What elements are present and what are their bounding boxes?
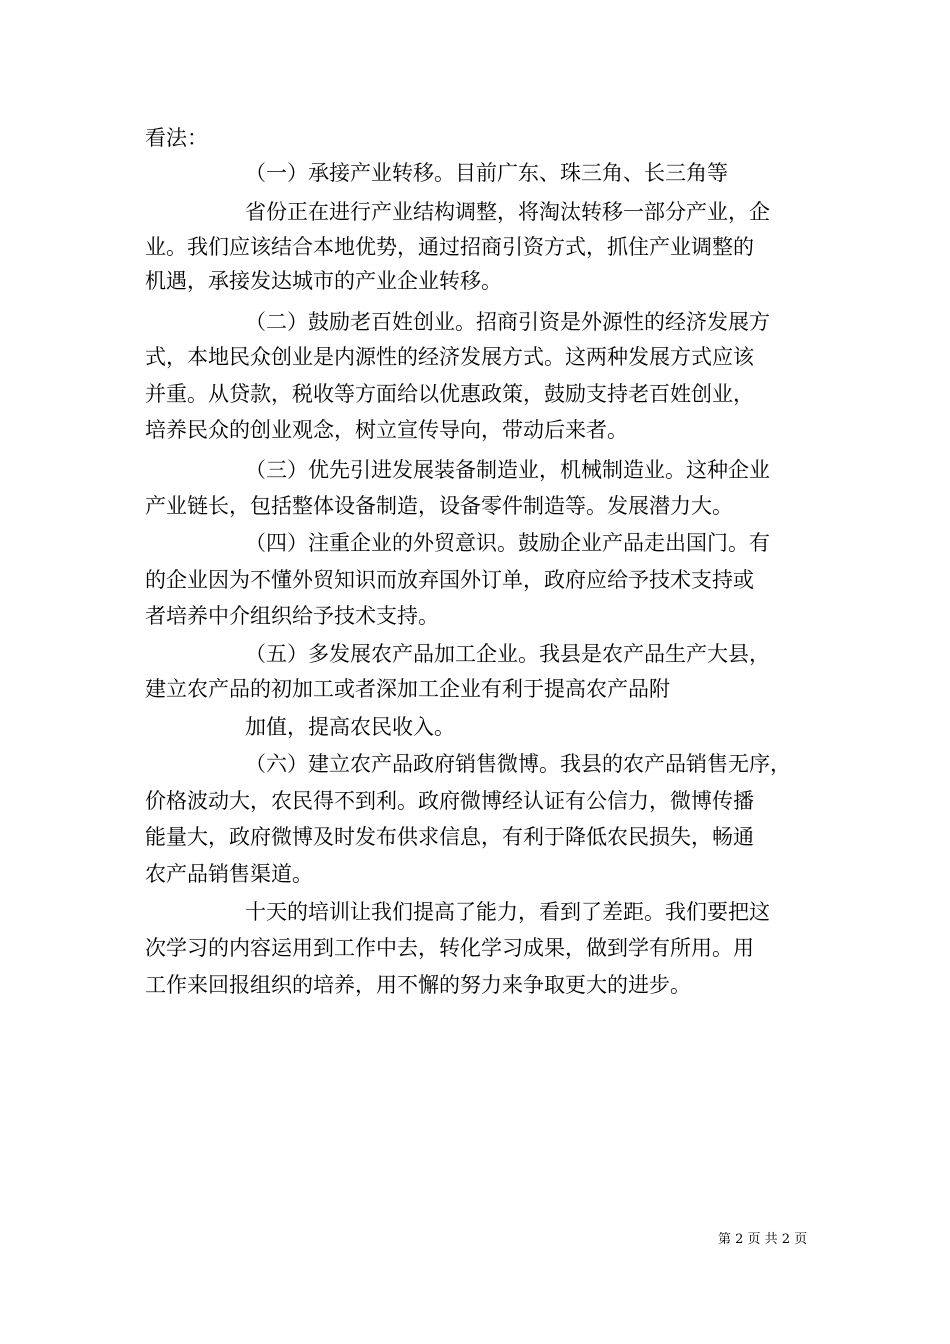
text-line: 建立农产品的初加工或者深加工企业有利于提高农产品附 [145,677,670,701]
text-line: （六）建立农产品政府销售微博。我县的农产品销售无序， [245,752,791,776]
text-line: 者培养中介组织给予技术支持。 [145,604,439,628]
text-line: 工作来回报组织的培养，用不懈的努力来争取更大的进步。 [145,973,691,997]
text-line: （一）承接产业转移。目前广东、珠三角、长三角等 [245,161,728,185]
text-line: （二）鼓励老百姓创业。招商引资是外源性的经济发展方 [245,310,770,334]
text-line: 并重。从贷款，税收等方面给以优惠政策，鼓励支持老百姓创业， [145,382,754,406]
text-line: 十天的培训让我们提高了能力，看到了差距。我们要把这 [245,900,770,924]
text-line: （四）注重企业的外贸意识。鼓励企业产品走出国门。有 [245,531,770,555]
page-number: 第 2 页 共 2 页 [718,1232,808,1247]
text-line: 农产品销售渠道。 [145,862,313,886]
text-line: 机遇，承接发达城市的产业企业转移。 [145,269,502,293]
text-line: 次学习的内容运用到工作中去，转化学习成果，做到学有所用。用 [145,936,754,960]
text-line: 培养民众的创业观念，树立宣传导向，带动后来者。 [145,418,628,442]
text-line: 式，本地民众创业是内源性的经济发展方式。这两种发展方式应该 [145,345,754,369]
text-line: 产业链长，包括整体设备制造，设备零件制造等。发展潜力大。 [145,494,733,518]
text-line: 价格波动大，农民得不到利。政府微博经认证有公信力，微博传播 [145,789,754,813]
text-line: 能量大，政府微博及时发布供求信息，有利于降低农民损失，畅通 [145,825,754,849]
text-line: 加值，提高农民收入。 [245,715,455,739]
text-line: （三）优先引进发展装备制造业，机械制造业。这种企业 [245,458,770,482]
text-line: 业。我们应该结合本地优势，通过招商引资方式，抓住产业调整的 [145,235,754,259]
text-line: （五）多发展农产品加工企业。我县是农产品生产大县， [245,642,770,666]
text-line: 省份正在进行产业结构调整，将淘汰转移一部分产业，企 [245,200,770,224]
text-line: 的企业因为不懂外贸知识而放弃国外订单，政府应给予技术支持或 [145,568,754,592]
text-line: 看法： [145,126,208,150]
